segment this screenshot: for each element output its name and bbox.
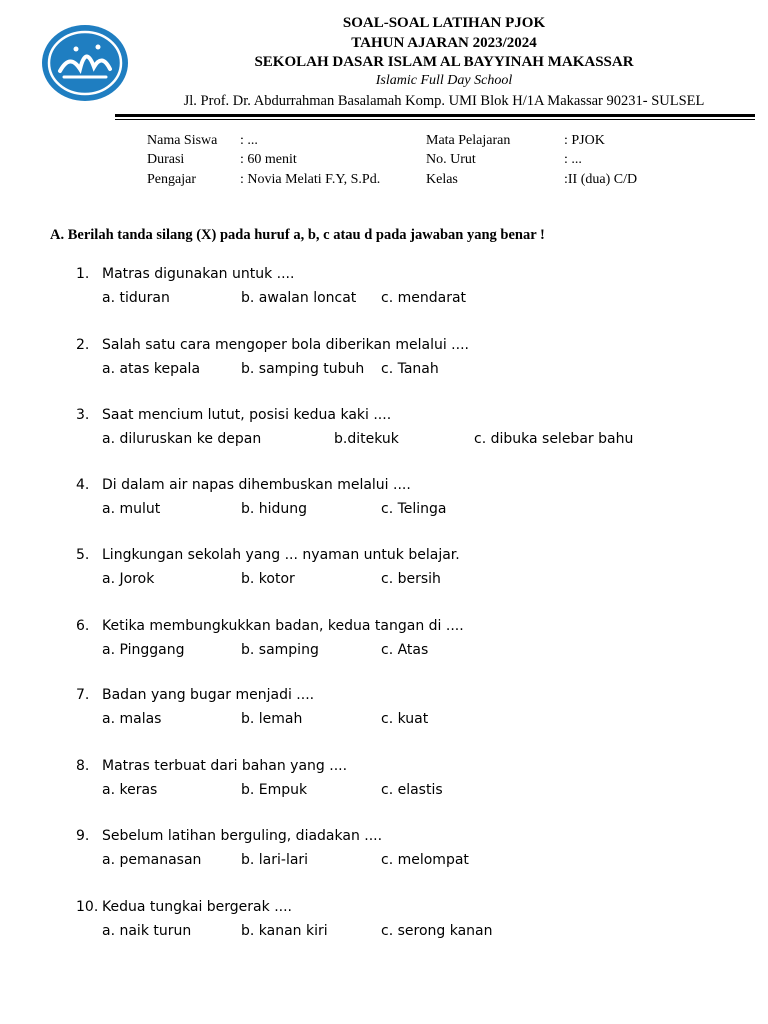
question-text: Badan yang bugar menjadi ....: [102, 687, 315, 703]
question-text: Ketika membungkukkan badan, kedua tangan di ....: [102, 618, 464, 634]
option-a: a. atas kepala: [102, 361, 201, 377]
school-address: Jl. Prof. Dr. Abdurrahman Basalamah Komp. UMI Blok H/1A Makassar 90231- SULSEL: [183, 93, 705, 109]
question-number: 9.: [76, 828, 90, 844]
option-a: a. mulut: [102, 501, 161, 517]
school-tagline: Islamic Full Day School: [375, 73, 513, 88]
option-a: a. malas: [102, 711, 162, 727]
option-b: b. kanan kiri: [241, 923, 328, 939]
option-c: c. Atas: [381, 642, 429, 658]
nama-label: Nama Siswa: [147, 133, 218, 148]
kelas-value: :II (dua) C/D: [564, 172, 638, 187]
option-a: a. naik turun: [102, 923, 192, 939]
option-a: a. keras: [102, 782, 158, 798]
option-b: b. lemah: [241, 711, 303, 727]
option-b: b. awalan loncat: [241, 290, 357, 306]
question-number: 4.: [76, 477, 90, 493]
option-c: c. melompat: [381, 852, 469, 868]
option-b: b. Empuk: [241, 782, 308, 798]
option-b: b. lari-lari: [241, 852, 309, 868]
option-c: c. dibuka selebar bahu: [474, 431, 634, 447]
pengajar-label: Pengajar: [147, 172, 196, 187]
mapel-label: Mata Pelajaran: [426, 133, 511, 148]
option-c: c. Tanah: [381, 361, 439, 377]
question-text: Kedua tungkai bergerak ....: [102, 899, 292, 915]
option-b: b.ditekuk: [334, 431, 399, 447]
option-c: c. Telinga: [381, 501, 447, 517]
question-number: 7.: [76, 687, 90, 703]
question-number: 5.: [76, 547, 90, 563]
question-text: Salah satu cara mengoper bola diberikan melalui ....: [102, 337, 469, 353]
kelas-label: Kelas: [426, 172, 458, 187]
header-divider-thick: [115, 114, 755, 117]
question-number: 1.: [76, 266, 90, 282]
option-a: a. tiduran: [102, 290, 170, 306]
durasi-label: Durasi: [147, 152, 185, 167]
option-a: a. diluruskan ke depan: [102, 431, 262, 447]
question-text: Sebelum latihan berguling, diadakan ....: [102, 828, 383, 844]
urut-label: No. Urut: [426, 152, 476, 167]
question-text: Matras terbuat dari bahan yang ....: [102, 758, 348, 774]
option-b: b. kotor: [241, 571, 295, 587]
option-c: c. mendarat: [381, 290, 467, 306]
option-b: b. hidung: [241, 501, 308, 517]
question-text: Di dalam air napas dihembuskan melalui ....: [102, 477, 411, 493]
option-c: c. elastis: [381, 782, 443, 798]
question-number: 3.: [76, 407, 90, 423]
school-name: SEKOLAH DASAR ISLAM AL BAYYINAH MAKASSAR: [254, 54, 634, 70]
option-a: a. pemanasan: [102, 852, 202, 868]
question-number: 6.: [76, 618, 90, 634]
question-number: 8.: [76, 758, 90, 774]
section-a-instruction: A. Berilah tanda silang (X) pada huruf a, b, c atau d pada jawaban yang benar !: [50, 227, 545, 243]
durasi-value: : 60 menit: [240, 152, 297, 167]
option-c: c. serong kanan: [381, 923, 493, 939]
urut-value: : ...: [564, 152, 582, 167]
header-divider-thin: [115, 119, 755, 120]
option-b: b. samping tubuh: [241, 361, 365, 377]
question-number: 10.: [76, 899, 99, 915]
option-a: a. Pinggang: [102, 642, 185, 658]
question-text: Lingkungan sekolah yang ... nyaman untuk belajar.: [102, 547, 460, 563]
mapel-value: : PJOK: [564, 133, 605, 148]
option-c: c. bersih: [381, 571, 441, 587]
academic-year: TAHUN AJARAN 2023/2024: [351, 35, 537, 51]
doc-title: SOAL-SOAL LATIHAN PJOK: [342, 15, 546, 31]
question-text: Saat mencium lutut, posisi kedua kaki ....: [102, 407, 392, 423]
option-a: a. Jorok: [102, 571, 155, 587]
pengajar-value: : Novia Melati F.Y, S.Pd.: [240, 172, 381, 187]
option-c: c. kuat: [381, 711, 429, 727]
question-text: Matras digunakan untuk ....: [102, 266, 295, 282]
nama-value: : ...: [240, 133, 258, 148]
option-b: b. samping: [241, 642, 319, 658]
question-number: 2.: [76, 337, 90, 353]
